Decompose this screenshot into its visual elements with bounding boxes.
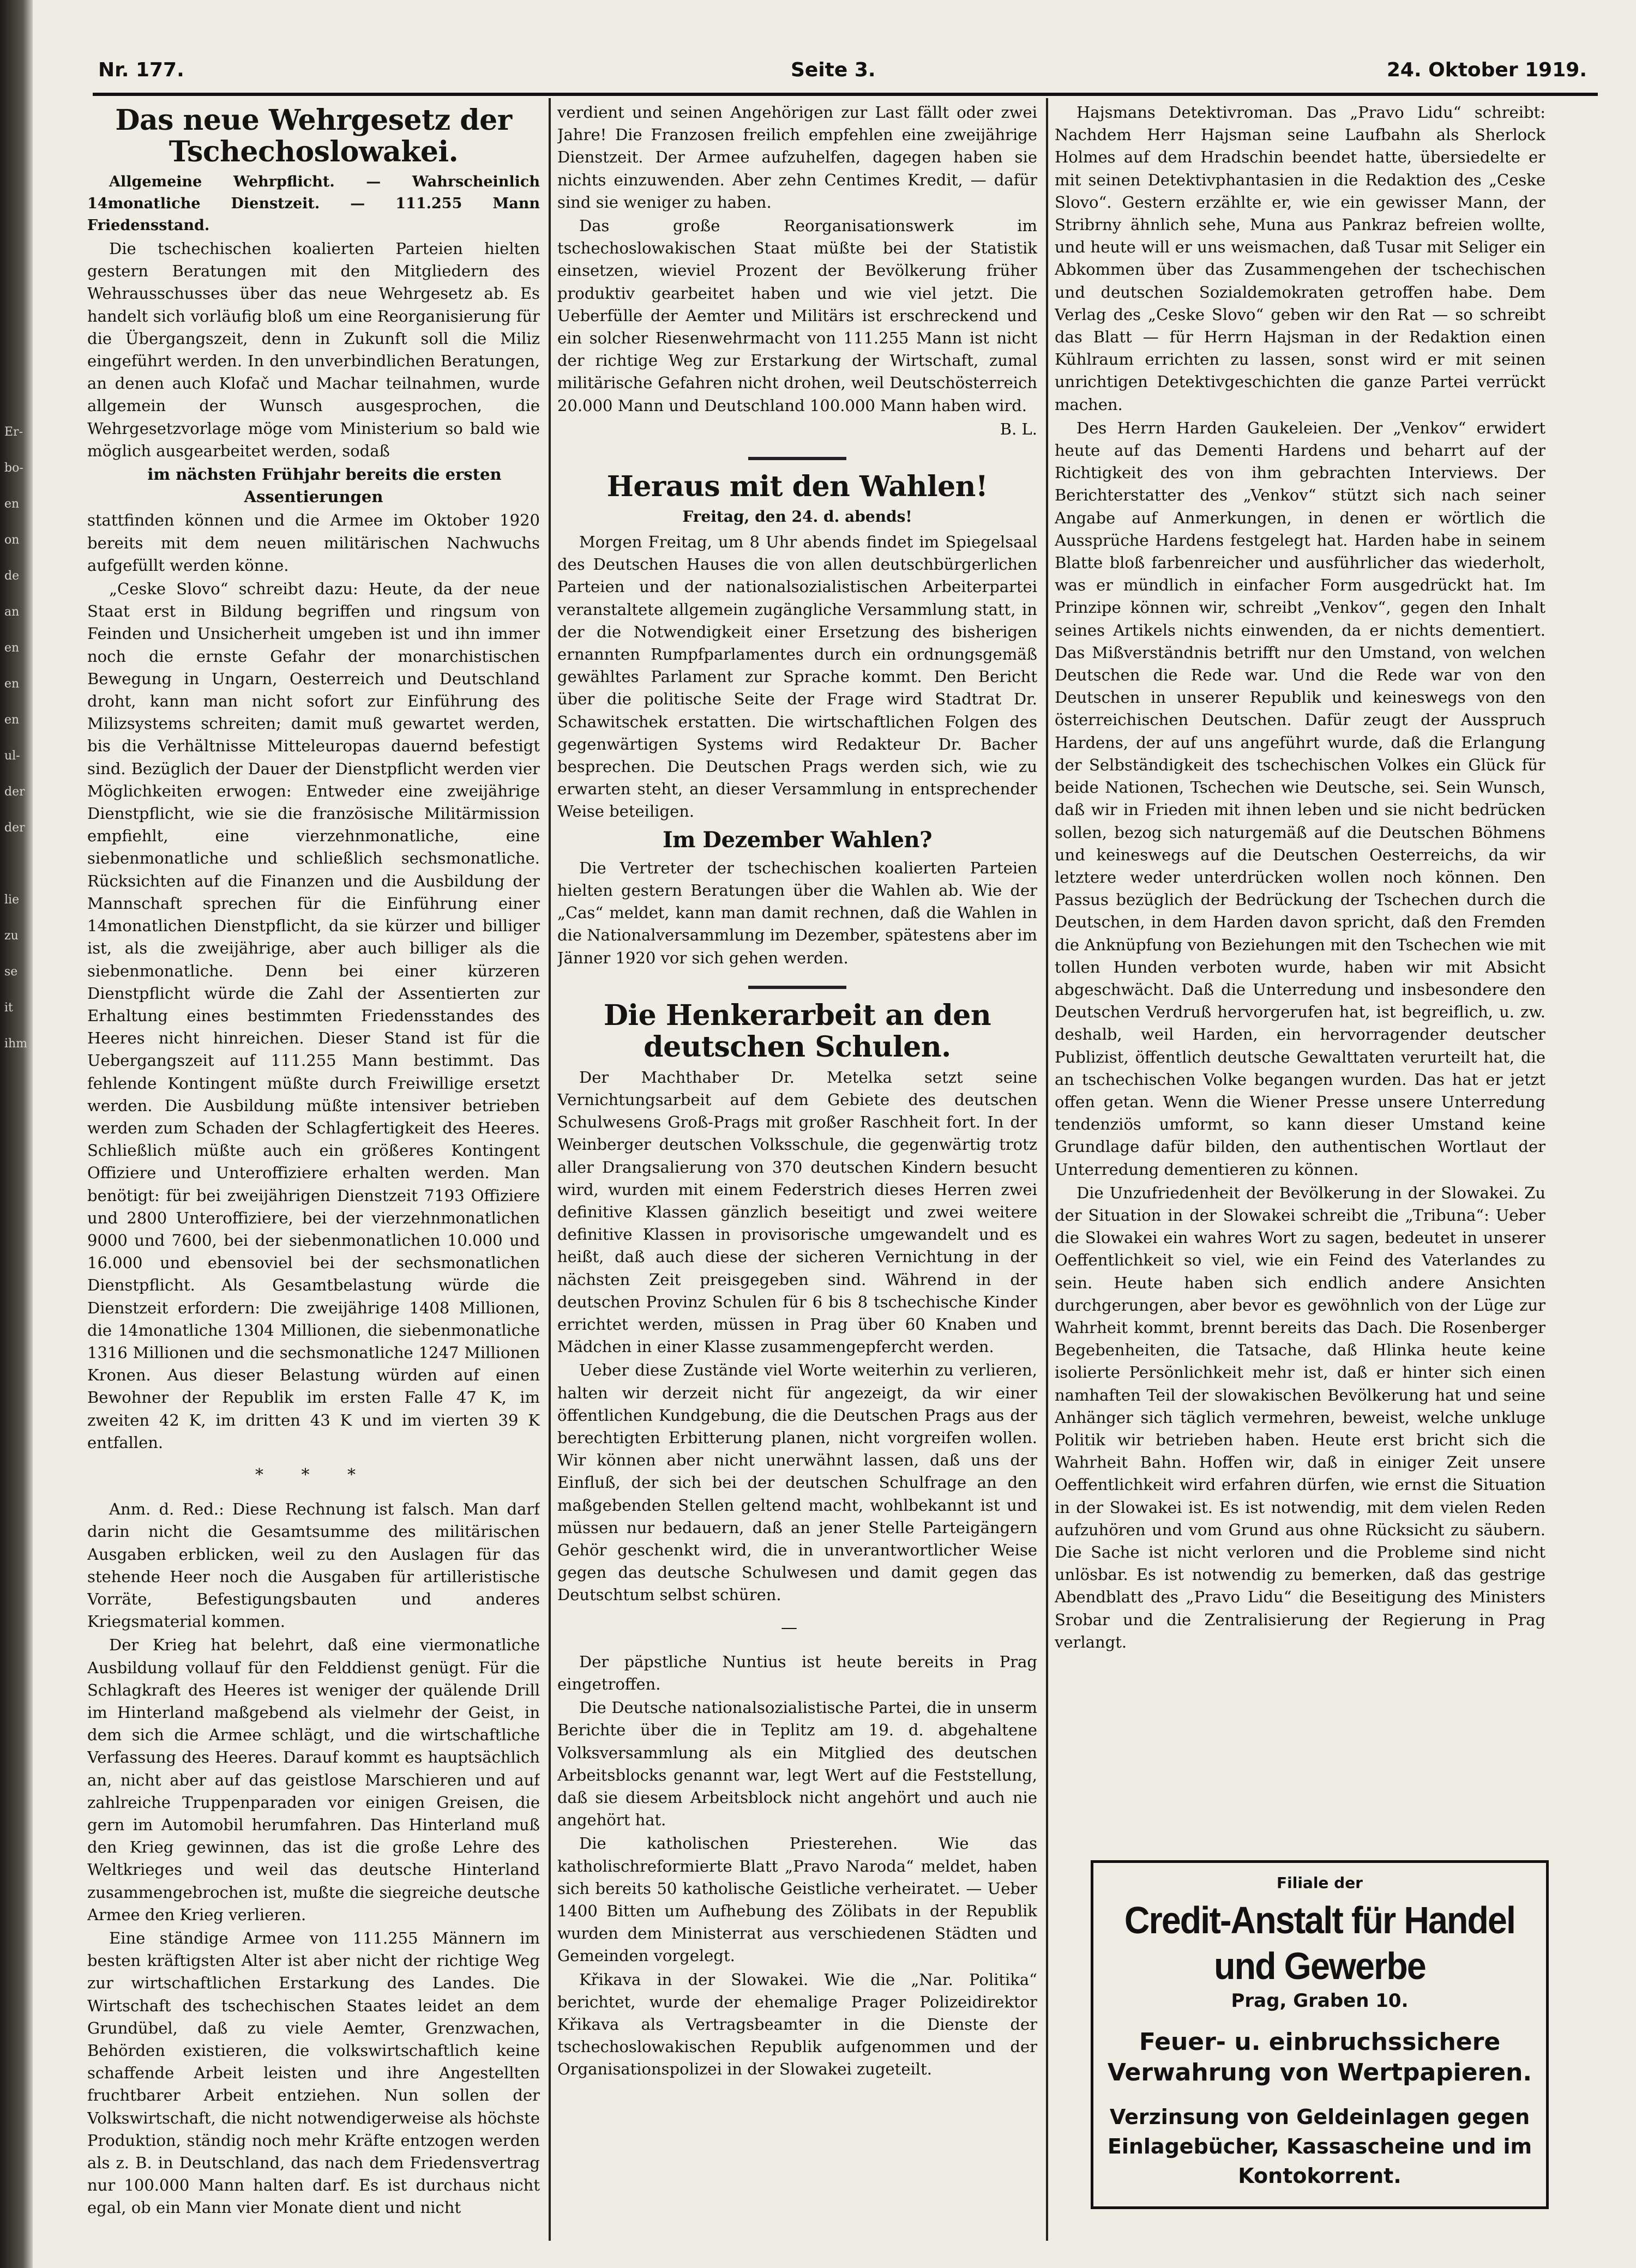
paragraph: verdient und seinen Angehörigen zur Last fällt oder zwei Jahre! Die Franzosen freilich empfehlen eine zweijährige Dienstzeit. Der Armee aufzuhelfen, dagegen haben sie nichts einzuwenden. Aber zehn Centimes Kredit, — dafür sind sie weniger zu haben. — [557, 103, 1037, 212]
signature-text: B. L. — [1000, 419, 1037, 438]
centered-line: im nächsten Frühjahr bereits die ersten Assentierungen — [147, 465, 502, 506]
page-header — [98, 55, 1587, 89]
column-2 — [557, 101, 1037, 2255]
article-headline-wahlen: Heraus mit den Wahlen! — [606, 470, 988, 504]
paragraph: Eine ständige Armee von 111.255 Männern im besten kräftigsten Alter ist aber nicht der richtige Weg zur wirtschaftlichen Erstarkung des Landes. Die Wirtschaft des tschechischen Staates leidet an dem Grundübel, daß zu viele Aemter, Grenzwachen, Behörden existieren, die volkswirtschaftlich keine schaffende Arbeit leisten und ihre Angestellten fruchtbarer Arbeit entziehen. Nun sollen der Volkswirtschaft, die nicht notwendigerweise als höchste Produktion, ständig noch mehr Kräfte entzogen werden als z. B. in Deutschland, das nach dem Friedensvertrag nur 100.000 Mann halten darf. Es ist durchaus nicht egal, ob ein Mann vier Monate dient und nicht — [87, 1929, 540, 2217]
editor-note: Anm. d. Red.: Diese Rechnung ist falsch. Man darf darin nicht die Gesamtsumme des militärischen Ausgaben erblicken, weil zu den Auslagen für das stehende Heer noch die Ausgaben für artilleristische Vorräte, Befestigungsbauten und anderes Kriegsmaterial kommen. — [87, 1500, 540, 1631]
paragraph: „Ceske Slovo“ schreibt dazu: Heute, da der neue Staat erst in Bildung begriffen und ringsum von Feinden und Unsicherheit umgeben ist und ihn immer noch die ernste Gefahr der monarchistischen Bewegung in Ungarn, Oesterreich und Deutschland droht, kann man nicht sofort zur Einführung des Milizsystems schreiten; damit muß gewartet werden, bis die Verhältnisse Mitteleuropas dauernd befestigt sind. Bezüglich der Dauer der Dienstpflicht werden vier Möglichkeiten erwogen: Entweder eine zweijährige Dienstpflicht, wie sie die französische Militärmission empfiehlt, eine vierzehnmonatliche, eine siebenmonatliche und schließlich sechsmonatliche. Rücksichten auf die Finanzen und die Ausbildung der Mannschaft sprechen für die Einführung einer 14monatlichen Dienstpflicht, da sie kürzer und billiger ist, als die zweijährige, aber auch billiger als die siebenmonatliche. Denn bei einer kürzeren Dienstpflicht würde die Zahl der Assentierten zur Erhaltung eines bestimmten Friedensstandes des Heeres nicht hinreichen. Dieser Stand ist für die Uebergangszeit auf 111.255 Mann bestimmt. Das fehlende Kontingent müßte durch Freiwillige ersetzt werden. Die Ausbildung müßte intensiver betrieben werden zum Schaden der Schlagfertigkeit des Heeres. Schließlich müßte auch ein größeres Kontingent Offiziere und Unteroffiziere erhalten werden. Man benötigt: für bei zweijährigen Dienstzeit 7193 Offiziere und 2800 Unteroffiziere, bei der vierzehnmonatlichen 9000 und 7600, bei der siebenmonatlichen 10.000 und 16.000 und ebensoviel bei der sechsmonatlichen Dienstpflicht. Als Gesamtbelastung würde die Dienstzeit erfordern: Die zweijährige 1408 Millionen, die 14monatliche 1304 Millionen, die siebenmonatliche 1316 Millionen und die sechsmonatliche 1247 Millionen Kronen. Aus dieser Belastung würden auf einen Bewohner der Republik im ersten Falle 47 K, im zweiten 42 K, im dritten 43 K und im vierten 39 K entfallen. — [87, 580, 540, 1452]
separator-rule — [748, 986, 846, 989]
ad-branch-label: Filiale der — [1277, 1874, 1363, 1892]
ad-service-interest: Verzinsung von Geldeinlagen gegen Einlagebücher, Kassascheine und im Kontokorrent. — [1107, 2105, 1532, 2188]
article-headline-wehrgesetz: Das neue Wehrgesetz der Tschechoslowakei. — [115, 104, 512, 168]
news-item: Křikava in der Slowakei. Wie die „Nar. Politika“ berichtet, wurde der ehemalige Prager Polizeidirektor Křikava als Vertragsbeamter in die Dienste der tschechoslowakischen Republik aufgenommen und der Organisationspolizei in der Slowakei zugeteilt. — [557, 1970, 1037, 2079]
issue-date: 24. Oktober 1919. — [1386, 59, 1587, 81]
author-signature — [557, 418, 1037, 441]
left-edge-fragments: Er- bo- en on de an en en en ul- der der lie zu se it ihm — [4, 425, 28, 1051]
article-subhead-wahlen: Freitag, den 24. d. abends! — [682, 508, 912, 526]
issue-number: Nr. 177. — [98, 59, 184, 81]
news-item: Die katholischen Priesterehen. Wie das katholischreformierte Blatt „Pravo Naroda“ meldet, haben sich bereits 50 katholische Geistliche verheiratet. — Ueber 1400 Bitten um Aufhebung des Zölibats in der Republik wurden dem Ministerrat aus verschiedenen Städten und Gemeinden vorgelegt. — [557, 1834, 1037, 1965]
paragraph: stattfinden können und die Armee im Oktober 1920 bereits mit dem neuen militärischen Nachwuchs aufgefüllt werden könne. — [87, 511, 540, 575]
news-item: Hajsmans Detektivroman. Das „Pravo Lidu“ schreibt: Nachdem Herr Hajsman seine Laufbahn als Sherlock Holmes auf dem Hradschin beendet hatte, übersiedelte er mit seinen Detektivphantasien in die Redaktion des „Ceske Slovo“. Gestern erzählte er, wie ein gewisser Mann, der Stribrny ähnlich sehe, Muna aus Pankraz befreien wollte, und heute will er uns weismachen, daß Tusar mit Seliger ein Abkommen über das Zusammengehen der tschechischen und deutschen Sozialdemokraten getroffen habe. Dem Verlag des „Ceske Slovo“ geben wir den Rat — so schreibt das Blatt — für Herrn Hajsman in der Redaktion einen Kühlraum errichten zu lassen, sonst wird er mit seinen unrichtigen Detektivgeschichten die ganze Partei verrückt machen. — [1055, 103, 1545, 414]
separator-rule — [748, 457, 846, 460]
news-item: Die Unzufriedenheit der Bevölkerung in der Slowakei. Zu der Situation in der Slowakei schreibt die „Tribuna“: Ueber die Slowakei ein wahres Wort zu sagen, bedeutet in unserer Oeffentlichkeit so viel, wie ein Feind des Vaterlandes zu sein. Heute haben sich endlich andere Ansichten durchgerungen, aber bevor es gewöhnlich von der Lüge zur Wahrheit kommt, brennt bereits das Dach. Die Rosenberger Begebenheiten, die Tatsache, daß Hlinka heute keine isolierte Persönlichkeit mehr ist, daß er hinter sich einen namhaften Teil der slowakischen Bevölkerung hat und seine Anhänger sich täglich vermehren, beweist, welche unkluge Politik wir betrieben haben. Heute erst bricht sich die Wahrheit Bahn. Hoffen wir, daß in einiger Zeit unsere Oeffentlichkeit wird erfahren dürfen, wie ernst die Situation in der Slowakei ist. Es ist notwendig, mit dem vielen Reden aufzuhören und vom Grund aus ohne Rücksicht zu säubern. Die Sache ist nicht verloren und die Probleme sind nicht unlösbar. Es ist notwendig zu bemerken, daß das gestrige Abendblatt des „Pravo Lidu“ die Beseitigung des Ministers Srobar und die Zentralisierung der Regierung in Prag verlangt. — [1055, 1183, 1545, 1651]
column-divider-1 — [549, 98, 551, 2241]
paragraph: Der Machthaber Dr. Metelka setzt seine Vernichtungsarbeit auf dem Gebiete des deutschen Schulwesens Groß-Prags mit großer Raschheit fort. In der Weinberger deutschen Volksschule, die gegenwärtig trotz aller Drangsalierung von 370 deutschen Kindern besucht wird, wurden mit einem Federstrich dieses Herren zwei definitive Klassen gänzlich beseitigt und zwei weitere definitive Klassen in provisorische umgewandelt und es heißt, daß auch diese der sicheren Vernichtung in der nächsten Zeit preisgegeben sind. Während in der deutschen Provinz Schulen für 6 bis 8 tschechische Kinder errichtet werden, müssen in Prag über 60 Knaben und Mädchen in einer Klasse zusammengepfercht werden. — [557, 1067, 1037, 1356]
section-stars: * * * — [255, 1465, 372, 1485]
news-item: Des Herrn Harden Gaukeleien. Der „Venkov“ erwidert heute auf das Dementi Hardens und beharrt auf der Richtigkeit des von ihm gebrachten Interviews. Der Berichterstatter des „Venkov“ stützt sich nach seiner Angabe auf Anmerkungen, in denen er wörtlich die Aussprüche Hardens festgelegt hat. Harden habe in seinem Blatte bloß farbenreicher und ausführlicher das wiederholt, was er mündlich in einfacher Form ausgedrückt hat. Im Prinzipe können wir, schreibt „Venkov“, gegen den Inhalt seines Artikels nichts einwenden, da er nichts dementiert. Das Mißverständnis betrifft nur den Umstand, von welchen Deutschen die Rede war. Und die Rede war von den Deutschen in unserer Republik und keineswegs von den österreichischen Deutschen. Dafür zeugt der Ausspruch Hardens, der auf uns angeführt wurde, daß die Erlangung der Selbständigkeit des tschechischen Volkes ein Glück für beide Nationen, Tschechen wie Deutsche, sei. Sein Wunsch, daß wir in Frieden mit ihnen leben und sie nicht bedrücken sollen, bezog sich naturgemäß auf die Deutschen Böhmens und keineswegs auf die Deutschen Oesterreichs, da wir letztere weder unterdrücken wollen noch können. Den Passus bezüglich der Bedrückung der Tschechen durch die Deutschen, in dem Harden davon spricht, daß den Fremden die Anknüpfung von Beziehungen mit den Tschechen wie mit tollen Hunden verboten wurde, haben wir mit Absicht abgeschwächt. Daß die Unterredung und insbesondere den Deutschen Verdruß hervorgerufen hat, ist begreiflich, u. zw. deshalb, weil Harden, ein hervorragender deutscher Publizist, öffentlich deutsche Gewalttaten verurteilt hat, die an tschechischen Volke begangen wurden. Das hat er jetzt offen getan. Wenn die Wiener Presse unsere Unterredung tendenziös umformt, so kann dieser Umstand keine Grundlage dafür bilden, den authentischen Wortlaut der Unterredung dementieren zu können. — [1055, 418, 1545, 1179]
paragraph: Ueber diese Zustände viel Worte weiterhin zu verlieren, halten wir derzeit nicht für angezeigt, da wir einer öffentlichen Kundgebung, die die Deutschen Prags aus der berechtigten Erbitterung planen, nicht vorgreifen wollen. Wir können aber nicht unerwähnt lassen, daß uns der Einfluß, der sich bei der deutschen Schulfrage an den maßgebenden Stellen geltend macht, wohlbekannt ist und müssen nur bedauern, daß an jener Stelle Parteigängern Gehör geschenkt wird, die in unverantwortlicher Weise gegen das deutsche Schulwesen und damit gegen das Deutschtum selbst schüren. — [557, 1361, 1037, 1605]
paragraph: Morgen Freitag, um 8 Uhr abends findet im Spiegelsaal des Deutschen Hauses die von allen deutschbürgerlichen Parteien und der nationalsozialistischen Arbeiterpartei veranstaltete allgemein zugängliche Versammlung statt, in der die Notwendigkeit einer Ersetzung des bisherigen ernannten Rumpfparlamentes durch ein ordnungsgemäß gewähltes Parlament zur Sprache kommt. Den Bericht über die politische Seite der Frage wird Stadtrat Dr. Schawitschek erstatten. Die wirtschaftlichen Folgen des gegenwärtigen Systems wird Redakteur Dr. Bacher besprechen. Die Deutschen Prags werden sich, wie zu erwarten steht, an dieser Versammlung in entsprechender Weise beteiligen. — [557, 533, 1037, 821]
header-rule — [93, 93, 1598, 96]
column-divider-2 — [1046, 98, 1048, 2241]
ad-bank-name: Credit-Anstalt für Handel und Gewerbe — [1124, 1899, 1515, 1987]
page-edge — [0, 0, 33, 2268]
bank-advertisement — [1091, 1860, 1549, 2209]
column-1 — [87, 101, 540, 2255]
article-subhead-wehrgesetz: Allgemeine Wehrpflicht. — Wahrscheinlich 14monatliche Dienstzeit. — 111.255 Mann Friedensstand. — [87, 173, 540, 234]
paragraph: Das große Reorganisationswerk im tschechoslowakischen Staat müßte bei der Statistik einsetzen, wieviel Prozent der Bevölkerung früher produktiv gearbeitet haben und wie viel jetzt. Die Ueberfülle der Aemter und Militärs ist erschreckend und ein solcher Riesenwehrmacht von 111.255 Mann ist nicht der richtige Weg zur Erstarkung der Wirtschaft, zumal militärische Gefahren nicht drohen, weil Deutschösterreich 20.000 Mann und Deutschland 100.000 Mann haben wird. — [557, 216, 1037, 415]
ad-address: Prag, Graben 10. — [1231, 1990, 1409, 2012]
paragraph: Der Krieg hat belehrt, daß eine viermonatliche Ausbildung vollauf für den Felddienst genügt. Für die Schlagkraft des Heeres ist weniger der quälende Drill im Hinterland maßgebend als vielmehr der Geist, in dem sich die Armee schlägt, und die wirtschaftliche Verfassung des Heeres. Darauf kommt es hauptsächlich an, nicht aber auf das geistlose Marschieren und auf zahlreiche Truppenparaden vor einigen Greisen, die gern im Automobil herumfahren. Das Hinterland muß den Krieg gewinnen, das ist die große Lehre des Weltkrieges und weil das deutsche Hinterland zusammengebrochen ist, mußte die siegreiche deutsche Armee den Krieg verlieren. — [87, 1636, 540, 1924]
ad-service-safekeeping: Feuer- u. einbruchssichere Verwahrung von Wertpapieren. — [1107, 2028, 1532, 2086]
newspaper-page — [33, 0, 1636, 2268]
news-item: Der päpstliche Nuntius ist heute bereits in Prag eingetroffen. — [557, 1652, 1037, 1693]
column-3 — [1055, 101, 1545, 1846]
article-headline-schulen: Die Henkerarbeit an den deutschen Schulen. — [603, 998, 991, 1064]
section-divider: — — [781, 1618, 814, 1637]
paragraph: Die Vertreter der tschechischen koalierten Parteien hielten gestern Beratungen über die Wahlen ab. Wie der „Cas“ meldet, kann man damit rechnen, daß die Wahlen in die Nationalversammlung im Dezember, spätestens aber im Jänner 1920 vor sich gehen werden. — [557, 858, 1037, 967]
paragraph: Die tschechischen koalierten Parteien hielten gestern Beratungen mit den Mitgliedern des Wehrausschusses über das neue Wehrgesetz ab. Es handelt sich vorläufig bloß um eine Reorganisierung für die Übergangszeit, denn in Zukunft soll die Miliz eingeführt werden. In den unverbindlichen Beratungen, an denen auch Klofač und Machar teilnahmen, wurde allgemein der Wunsch ausgesprochen, die Wehrgesetzvorlage möge vom Ministerium so bald wie möglich ausgearbeitet werden, sodaß — [87, 239, 540, 460]
article-headline-dezember: Im Dezember Wahlen? — [662, 827, 933, 853]
news-item: Die Deutsche nationalsozialistische Partei, die in unserm Berichte über die in Teplitz am 19. d. abgehaltene Volksversammlung als ein Mitglied des deutschen Arbeitsblocks genannt war, legt Wert auf die Feststellung, daß sie diesem Arbeitsblock nicht angehört und auch nie angehört hat. — [557, 1698, 1037, 1830]
page-number: Seite 3. — [791, 59, 876, 81]
